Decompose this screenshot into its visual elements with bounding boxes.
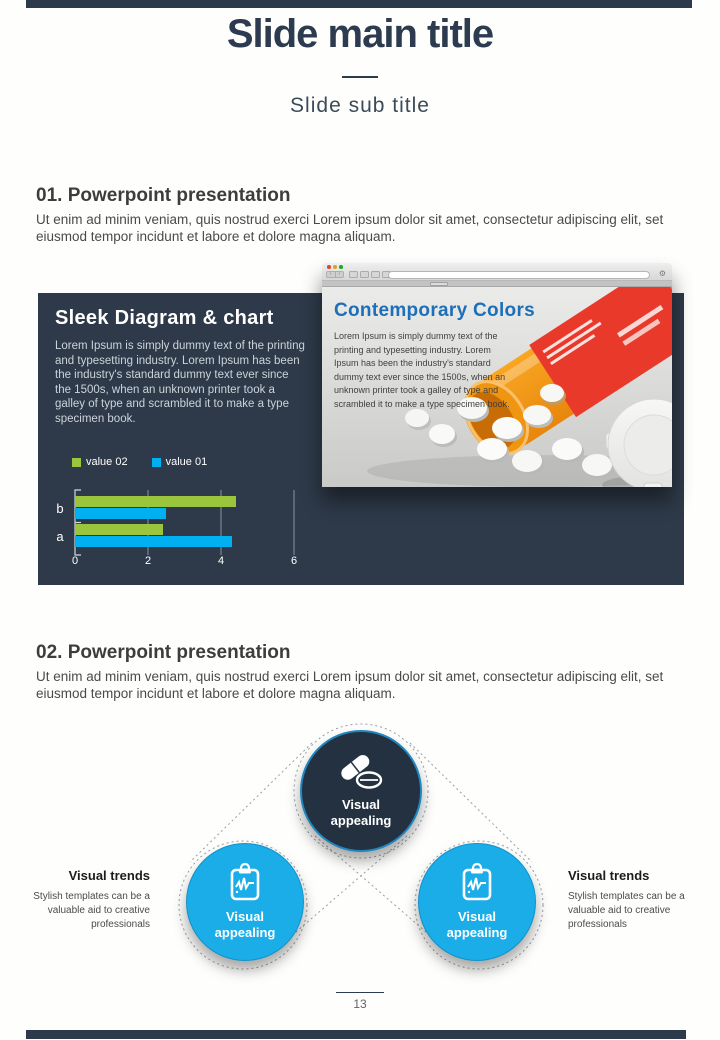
diagram-node-label: Visual appealing (446, 909, 508, 940)
pill-bottle-photo (322, 287, 672, 487)
gear-icon: ⚙ (658, 269, 666, 278)
diagram-node-right (418, 843, 536, 961)
browser-page-body: Lorem Ipsum is simply dummy text of the printing and typesetting industry. Lorem Ipsum has been the industry's standard dummy text ever since the 1500s, when an unknown printer took a galley of type and scrambled it to make a type specimen book. (334, 331, 510, 409)
legend-label: value 01 (165, 456, 208, 468)
clipboard-chart-icon (459, 863, 495, 903)
address-bar (388, 271, 650, 279)
title-divider (342, 76, 378, 78)
toolbar-button (371, 271, 380, 278)
browser-page-heading: Contemporary Colors (334, 300, 536, 321)
bottom-accent-bar (26, 1030, 686, 1039)
diagram-node-left (186, 843, 304, 961)
close-window-icon (327, 265, 331, 269)
y-axis-category-label: b (56, 501, 64, 516)
diagram-node-top (300, 730, 422, 852)
browser-chrome (322, 263, 672, 281)
zoom-window-icon (339, 265, 343, 269)
back-icon: ‹ (327, 272, 336, 277)
bar-value02-a (75, 524, 163, 535)
browser-window-mockup (322, 263, 672, 487)
toolbar-button (360, 271, 369, 278)
bar-value02-b (75, 496, 236, 507)
x-axis-tick-label: 6 (290, 555, 298, 567)
diagram-node-label: Visual appealing (330, 797, 392, 828)
x-axis-tick-label: 0 (71, 555, 79, 567)
diagram-node-label: Visual appealing (214, 909, 276, 940)
top-accent-bar (26, 0, 692, 8)
legend-label: value 02 (86, 456, 128, 468)
x-axis-tick-label: 4 (217, 555, 225, 567)
page-number: 13 (353, 997, 367, 1011)
page-title: Slide main title (226, 12, 494, 56)
toolbar-button (349, 271, 358, 278)
section1-body: Ut enim ad minim veniam, quis nostrud exerci Lorem ipsum dolor sit amet, consectetur adipiscing elit, set eiusmod tempor incidunt et labore et dolore magna aliquam. (36, 212, 664, 244)
caption-title: Visual trends (68, 868, 150, 883)
diagram-caption-left (28, 868, 150, 932)
panel-heading: Sleek Diagram & chart (55, 307, 274, 329)
section2-body: Ut enim ad minim veniam, quis nostrud exerci Lorem ipsum dolor sit amet, consectetur adipiscing elit, set eiusmod tempor incidunt et labore et dolore magna aliquam. (36, 669, 664, 701)
caption-title: Visual trends (568, 868, 650, 883)
diagram-caption-right (568, 868, 703, 932)
bar-value01-b (75, 508, 166, 519)
back-forward-buttons (326, 271, 344, 278)
section2-heading: 02. Powerpoint presentation (36, 642, 291, 663)
panel-body: Lorem Ipsum is simply dummy text of the printing and typesetting industry. Lorem Ipsum has been the industry's standard dummy text ever since the 1500s, when an unknown printer took a galley of type and scrambled it to make a type specimen book. (55, 340, 305, 425)
section1-heading: 01. Powerpoint presentation (36, 185, 291, 206)
window-traffic-lights (327, 265, 343, 269)
bar-value01-a (75, 536, 232, 547)
browser-tab (430, 282, 448, 286)
pills-icon (338, 753, 384, 791)
forward-icon: › (338, 271, 341, 277)
y-axis-category-label: a (56, 529, 64, 544)
caption-body: Stylish templates can be a valuable aid to creative professionals (33, 891, 150, 930)
minimize-window-icon (333, 265, 337, 269)
x-axis-tick-label: 2 (144, 555, 152, 567)
page-subtitle: Slide sub title (290, 94, 430, 117)
caption-body: Stylish templates can be a valuable aid to creative professionals (568, 891, 685, 930)
clipboard-chart-icon (227, 863, 263, 903)
